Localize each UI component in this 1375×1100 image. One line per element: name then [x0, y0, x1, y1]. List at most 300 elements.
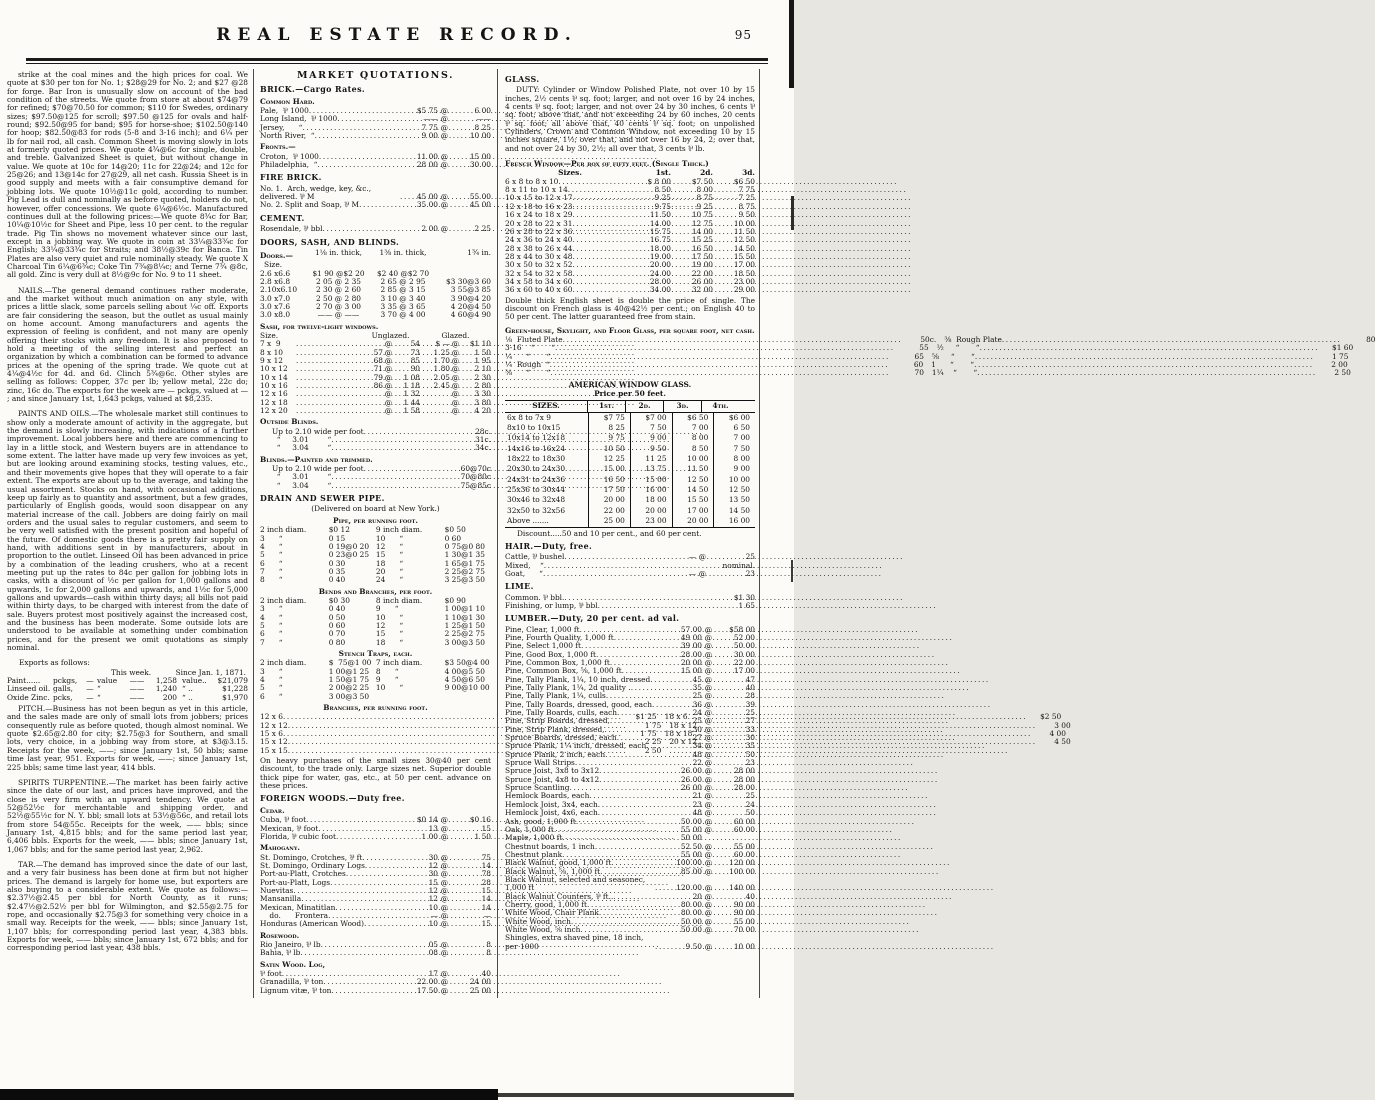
price-1st: 34 00 — [649, 285, 671, 295]
scan-artifact-right-edge-3 — [791, 560, 793, 582]
item-label: ⅌ foot — [260, 969, 282, 978]
at-sign: @ — [704, 799, 713, 809]
at-sign: @ — [451, 389, 460, 399]
price-low: 15 — [428, 877, 438, 887]
thickness-label: ½ “ “ — [936, 343, 980, 353]
at-sign: @ — [704, 791, 713, 801]
price: 50c. — [920, 334, 937, 344]
dot-leader — [543, 570, 663, 578]
size: 18 x 6 — [664, 712, 688, 722]
at-sign: @ — [704, 916, 713, 926]
quote-row — [260, 920, 491, 928]
price-high: 90 00 — [733, 899, 755, 909]
cedar-rows — [260, 816, 491, 841]
price-1st: 15 75 — [649, 226, 671, 236]
size: 12 x 12 — [260, 720, 288, 730]
price-2d: 22 00 — [691, 268, 713, 278]
price-low: 30 — [692, 724, 702, 734]
price-3d: 11 50 — [733, 226, 755, 236]
item-label: Pine, Select 1,000 ft — [505, 641, 582, 651]
quote-row — [505, 570, 755, 578]
unglazed-high: 1 58 — [403, 406, 420, 416]
price-low: 26 00 — [680, 766, 702, 776]
diam-right: 8 inch diam. — [375, 595, 423, 605]
item-label: Pine, Tally Plank, 1¼, 2d quality . — [505, 683, 631, 692]
glazed-high: 2 10 — [474, 364, 491, 374]
at-sign: @ — [704, 674, 713, 684]
price-low: 25 — [692, 691, 702, 701]
cement-section — [260, 215, 491, 234]
masthead — [0, 0, 794, 53]
at-sign: @ — [451, 372, 460, 382]
week-qty: — — [86, 692, 94, 702]
price-high: 10 00 — [469, 131, 491, 141]
item-label: No. 2. Split and Soap, ⅌ M — [260, 200, 360, 210]
price-1st: 18 00 — [649, 243, 671, 253]
brick-subhead-common: Common Hard. — [260, 96, 315, 106]
price-high: 60 00 — [733, 824, 755, 834]
week-label: “ — [97, 684, 101, 694]
price-high: 28 — [481, 877, 491, 887]
unglazed-low: 86 — [373, 381, 383, 390]
door-size: 3.0 x8.0 — [260, 310, 291, 320]
item-label: Spruce Boards, dressed, each — [505, 733, 617, 743]
price-high: 24 — [745, 799, 755, 809]
price-high: 23 — [745, 758, 755, 768]
item-label: Long Island, ⅌ 1000 — [260, 114, 338, 124]
size-range: 32x50 to 32x56 — [505, 506, 589, 516]
brick-rows-common — [260, 107, 491, 140]
glass-duty-paragraph: DUTY: Cylinder or Window Polished Plate, not over 10 by 15 inches, 2½ cents ⅌ sq. foot; larger, and not over 16 by 24 inches, 4 cents ⅌ sq. foot; larger, and not over 24 by 30 inches, 6 cents ⅌ sq. foot; above that, and not exceeding 24 by 60 inches, 20 cents ⅌ sq. foot; all above that, 40 cents ⅌ sq. foot; on unpolished Cylinders, Crown and Common Window, not exceeding 10 by 15 inches square, 1½; over that, and not over 16 by 24, 2; over that, and not over 24 by 30, 2½; all over that, 3 cents ⅌ lb. — [505, 85, 755, 153]
at-sign: @ — [440, 877, 449, 887]
price-low: — — [688, 552, 696, 562]
diam-right: 24 “ — [375, 575, 404, 585]
price-low: 22 — [692, 758, 702, 768]
price-low: 24 — [692, 708, 702, 718]
quote-row — [260, 201, 491, 209]
price-right: 9 00@10 00 — [444, 683, 490, 693]
size-range: 8x10 to 10x15 — [505, 423, 589, 433]
item-label: Pine, Tally Boards, culls, each — [505, 708, 618, 718]
item-label: Honduras (American Wood) — [260, 919, 364, 929]
price-low: 11 00 — [416, 151, 438, 161]
branches-heading: Branches, per running foot. — [323, 703, 428, 713]
price-left: 2 00@2 25 — [328, 683, 370, 693]
item-label: Goat, “ — [505, 568, 543, 578]
size: 15 x 6 — [260, 729, 283, 739]
col-3d: 3d. — [664, 401, 702, 411]
price: 65 — [914, 351, 924, 361]
price-low: 50 00 — [680, 924, 702, 934]
price-right: 1 25@1 50 — [444, 620, 485, 630]
price-1st: 17 50 — [589, 485, 631, 495]
quote-row — [260, 949, 491, 957]
price-1st: 9 75 — [589, 433, 631, 443]
dot-leader — [296, 407, 361, 415]
item-label: White Wood, ⅝ inch — [505, 924, 581, 934]
glazed-high: 1 95 — [474, 355, 491, 365]
price-low: 12 — [428, 885, 438, 895]
price-high: 90 00 — [733, 908, 755, 918]
item-label: Port-au-Platt, Logs — [260, 877, 331, 887]
price-right: $3 50@4 00 — [444, 658, 490, 668]
at-sign: @ — [440, 106, 449, 116]
at-sign: @ — [704, 849, 713, 859]
price-low: 1 00 — [421, 831, 438, 841]
size-range: 20x30 to 24x30 — [505, 464, 589, 474]
ytd-label: value.. — [182, 676, 207, 686]
table-row — [260, 684, 491, 692]
price-low: 45 — [692, 674, 702, 684]
size-range: 14x16 to 16x24 — [505, 444, 589, 454]
price-high: $58 00 — [729, 624, 755, 634]
unit: galls, — [53, 684, 74, 694]
at-sign: @ — [704, 774, 713, 784]
price-3eighths: 3 10 @ 3 40 — [380, 293, 426, 303]
price-2d: 8 75 — [696, 193, 713, 203]
item-label: Black Walnut, ⅝, 1,000 ft — [505, 866, 601, 876]
item-label: Cuba, ⅌ foot — [260, 815, 307, 825]
price-1st: 20 00 — [649, 260, 671, 270]
blinds-rows — [260, 465, 491, 490]
thickness-label: 1¼ “ “ — [931, 368, 978, 378]
price-low: 55 00 — [680, 824, 702, 834]
price-2d: 7 50 — [631, 423, 673, 433]
item-label: North River, “ — [260, 131, 315, 141]
price-low: 21 — [692, 791, 702, 801]
at-sign: @ — [451, 339, 460, 349]
price-low: 23 — [692, 799, 702, 809]
diam-right: 12 “ — [375, 541, 404, 551]
at-sign: @ — [440, 948, 449, 958]
price-low: 26 00 — [680, 774, 702, 784]
unit: pckgs, — [53, 676, 78, 686]
price: $2 50 — [1040, 712, 1062, 722]
dot-leader — [336, 833, 405, 841]
price-high: 14 — [481, 860, 491, 870]
at-sign: @ — [704, 733, 713, 743]
price-high: 40 — [481, 969, 491, 978]
thickness-label: ⅛ Fluted Plate — [505, 334, 563, 344]
price-low: 13 — [428, 823, 438, 833]
size: 15 x 12 — [260, 737, 288, 747]
table-row — [505, 444, 755, 454]
col-1st: 1st. — [655, 168, 671, 178]
unglazed-high: 90 — [410, 364, 420, 374]
at-sign: @ — [440, 939, 449, 949]
price-low: $5 75 — [416, 106, 438, 116]
pipe-rows — [260, 526, 491, 584]
at-sign: @ — [704, 941, 713, 951]
price: $1 25 — [635, 712, 657, 722]
item-label: “ 3.01 “ — [272, 435, 332, 445]
hair-section — [505, 543, 755, 578]
price-3d: 29 00 — [733, 285, 755, 295]
at-sign: @ — [704, 716, 713, 726]
glass-heading: GLASS. — [505, 75, 540, 84]
diam-left: 3 “ — [260, 604, 283, 614]
table-row — [505, 485, 755, 495]
stench-heading: Stench Traps, each. — [338, 648, 413, 658]
diam-left: 7 “ — [260, 566, 283, 576]
awg-table — [505, 400, 755, 527]
glazed-high: 2 80 — [474, 381, 491, 390]
at-sign: @ — [440, 151, 449, 161]
diam-left: 3 “ — [260, 666, 283, 676]
at-sign: @ — [698, 568, 707, 578]
price-4th: 7 00 — [733, 433, 751, 443]
diam-left: 8 “ — [260, 575, 283, 585]
exports-col1: This week. — [111, 667, 152, 677]
price-2d: 12 75 — [691, 218, 713, 228]
price-2d: 19 00 — [691, 260, 713, 270]
price-2d: 20 00 — [631, 506, 673, 516]
price-1eighth: 2 70 @ 3 00 — [315, 301, 361, 311]
at-sign: @ — [704, 691, 713, 701]
price-left: 0 30 — [328, 558, 346, 568]
price-right: 4 00@5 50 — [444, 666, 485, 676]
dot-leader — [655, 943, 669, 951]
price-left: 0 80 — [328, 637, 346, 647]
item-label: Mansanilla — [260, 894, 302, 904]
sash-rows — [260, 340, 491, 415]
price-1st: 20 00 — [589, 495, 631, 505]
at-sign: @ — [440, 885, 449, 895]
price-3d: 8 75 — [738, 201, 755, 211]
glazed-low: 2 05 — [433, 372, 450, 382]
price-3d: 18 50 — [733, 268, 755, 278]
french-discount-note: Double thick English sheet is double the price of single. The discount on French glass is 40@42½ per cent.; on English 40 to 50 per cent. The latter guaranteed free from stain. — [505, 295, 755, 322]
scan-artifact-right-edge — [789, 0, 794, 88]
price-low: 30 — [428, 869, 438, 879]
price-high: 8 — [486, 948, 491, 958]
size-range: 34 x 58 to 34 x 60 — [505, 276, 573, 286]
price: 2 00 — [1331, 360, 1348, 369]
ytd-label: “ .. — [182, 684, 193, 694]
mahogany-rows — [260, 854, 491, 929]
price-low: 12 — [428, 894, 438, 904]
price-low: 39 00 — [680, 641, 702, 651]
price-1st: 11 50 — [649, 210, 671, 220]
thickness-label: ⅜ Rough Plate — [944, 334, 1002, 344]
size-range: 8 x 11 to 10 x 14 — [505, 185, 568, 195]
price-low: 10 — [428, 902, 438, 912]
price-low: 50 00 — [680, 916, 702, 926]
price-2d: 9 25 — [696, 201, 713, 211]
item-label: Spruce Wall Strips — [505, 758, 575, 768]
sash-size: 7 x 9 — [260, 339, 281, 349]
price-high: 28 00 — [733, 766, 755, 776]
at-sign: @ — [704, 783, 713, 793]
price-3eighths: 3 35 @ 3 65 — [380, 301, 426, 311]
price: 1 75 — [1332, 351, 1349, 361]
price-1st: 12 25 — [589, 454, 631, 464]
fire-brick-rows — [260, 185, 491, 210]
item-label: Jersey, “ — [260, 122, 303, 132]
diam-right: 18 “ — [375, 637, 404, 647]
price-3d: 7 25 — [738, 193, 755, 203]
at-sign: @ — [704, 841, 713, 851]
diam-left: 5 “ — [260, 550, 283, 560]
price: 55 — [919, 343, 929, 353]
item-label: Pine, Fourth Quality, 1,000 ft — [505, 632, 614, 642]
item-label: Common. ⅌ bbl. — [505, 592, 565, 602]
table-row — [505, 475, 755, 485]
price-left: 0 23@0 25 — [328, 550, 370, 560]
diam-right: 9 “ — [375, 604, 399, 614]
price: 1 65 — [738, 600, 755, 610]
price-right: 1 30@1 35 — [444, 550, 485, 560]
price-low: 50 00 — [680, 816, 702, 826]
price-1st: 15 00 — [589, 464, 631, 474]
doors-size-label: Size. — [264, 260, 283, 270]
size-range: 12 x 18 to 16 x 23 — [505, 201, 573, 211]
price-high: 45 00 — [469, 200, 491, 210]
price-right: 1 65@1 75 — [444, 558, 485, 568]
price-3quarters: 3 90@4 20 — [450, 293, 491, 303]
at-sign: @ — [440, 114, 449, 124]
price-left: 0 19@0 20 — [328, 541, 370, 551]
col-sizes: SIZES. — [505, 401, 588, 411]
at-sign: @ — [704, 924, 713, 934]
price-2d: 15 00 — [631, 475, 673, 485]
scan-artifact-bottom-line — [498, 1093, 794, 1097]
price-low: 30 — [428, 852, 438, 862]
price: 2 50 — [644, 745, 662, 755]
price-high: 100 00 — [729, 866, 755, 876]
price-right: 0 60 — [444, 533, 462, 543]
price-right — [445, 693, 491, 701]
american-window-glass-section — [505, 381, 755, 538]
item-label: No. 1. Arch, wedge, key, &c., delivered. ⅌ M — [260, 183, 374, 202]
brick-subhead-fronts: Fronts.— — [260, 142, 296, 152]
price-3d: 7 75 — [738, 185, 755, 195]
price: 34c. — [475, 443, 491, 453]
diam-right: 15 “ — [375, 550, 404, 560]
exports-rows — [7, 677, 248, 702]
price-high: 14 — [481, 894, 491, 904]
at-sign: @ — [704, 632, 713, 642]
price: 80 — [1366, 334, 1375, 344]
price-1st: 14 00 — [649, 218, 671, 228]
at-sign: @ — [440, 894, 449, 904]
dot-leader — [323, 225, 405, 233]
size-range: 16 x 24 to 18 x 29 — [505, 210, 573, 220]
glazed-low: 1 70 — [433, 355, 450, 365]
quote-row — [260, 225, 491, 233]
item-label: Ash, good, 1,000 ft — [505, 816, 576, 826]
price: 1 75 — [640, 729, 657, 739]
price-high: 27 — [745, 716, 755, 726]
price-high: 33 — [745, 724, 755, 734]
scan-artifact-bottom-bar — [0, 1089, 498, 1100]
price-high: 2 25 — [474, 224, 491, 234]
price-high: 30 — [745, 733, 755, 743]
size-range: 30x46 to 32x48 — [505, 495, 589, 505]
price-high: 30 00 — [733, 649, 755, 659]
size-range: 36 x 60 to 40 x 60 — [505, 285, 573, 295]
price-low: 52 50 — [680, 841, 702, 851]
price-high: 60 00 — [733, 849, 755, 859]
at-sign: @ — [704, 649, 713, 659]
price-high: 28 — [745, 691, 755, 701]
item-label: Chestnut plank — [505, 849, 563, 859]
item-label: do. Frontera — [260, 910, 329, 920]
ytd-value: $1,970 — [222, 692, 248, 702]
price-high: 15 — [481, 919, 491, 929]
price-1st: 8 50 — [654, 185, 671, 195]
price-1st: 19 00 — [649, 251, 671, 261]
price-low: 45 00 — [416, 192, 438, 202]
at-sign: @ — [440, 902, 449, 912]
table-row — [505, 413, 755, 423]
commodity: Linseed oil. — [7, 684, 51, 694]
price: 4 50 — [1054, 737, 1071, 747]
price-high: 55 00 — [733, 841, 755, 851]
doors-col0: Doors.— — [260, 250, 293, 260]
at-sign: @ — [704, 657, 713, 667]
item-label: Cattle, ⅌ bushel — [505, 552, 565, 562]
at-sign: @ — [704, 741, 713, 751]
commodity: Paint...... — [7, 676, 41, 686]
price-high: 25 — [745, 708, 755, 718]
price-low: 08 — [428, 948, 438, 958]
price-3d: 9 50 — [738, 210, 755, 220]
price-1st: 8 25 — [589, 423, 631, 433]
at-sign: @ — [451, 381, 460, 390]
size-range: 6x 8 to 7x 9 — [505, 413, 589, 423]
lime-heading: LIME. — [505, 582, 534, 592]
diam-left: 6 “ — [260, 629, 283, 639]
at-sign: @ — [704, 808, 713, 818]
at-sign: @ — [704, 866, 713, 876]
glazed-low: 1 80 — [433, 364, 450, 374]
at-sign: @ — [704, 858, 713, 868]
price-low: 22 00 — [416, 977, 438, 987]
columns — [0, 69, 1375, 998]
at-sign: @ — [451, 397, 460, 407]
doors-col3: 1¾ in. — [467, 247, 491, 257]
hair-heading: HAIR.—Duty, free. — [505, 541, 593, 551]
week-value: —— — [129, 684, 145, 694]
item-label: Maple, 1,000 ft — [505, 833, 563, 843]
glazed-low: 2 45 — [433, 381, 450, 390]
price-2d: 11 25 — [631, 454, 673, 464]
unglazed-low: 79 — [373, 372, 383, 382]
doors-heading: DOORS, SASH, AND BLINDS. — [260, 237, 400, 247]
price-low: 25 — [692, 716, 702, 726]
at-sign: @ — [440, 869, 449, 879]
lumber-rows — [505, 626, 755, 951]
price-3d: 17 00 — [673, 506, 715, 516]
price-2d: $7 50 — [691, 176, 713, 186]
diam-right: 8 “ — [375, 666, 399, 676]
item-label: Shingles, extra shaved pine, 18 inch, per 1000 — [505, 933, 646, 951]
table-row — [260, 407, 491, 415]
price: 75@85c — [460, 480, 491, 490]
price-high: 55 00 — [469, 192, 491, 202]
price-high: 14 — [481, 902, 491, 912]
glazed-low: 1 25 — [433, 347, 450, 357]
price-left: 0 15 — [328, 533, 346, 543]
price: 2 50 — [1334, 368, 1351, 378]
week-value: —— — [129, 692, 145, 702]
price-1st: 10 50 — [589, 444, 631, 454]
price-low: 2 00 — [421, 224, 438, 234]
stench-rows — [260, 659, 491, 701]
dot-leader — [300, 949, 405, 957]
at-sign: @ — [440, 919, 449, 929]
